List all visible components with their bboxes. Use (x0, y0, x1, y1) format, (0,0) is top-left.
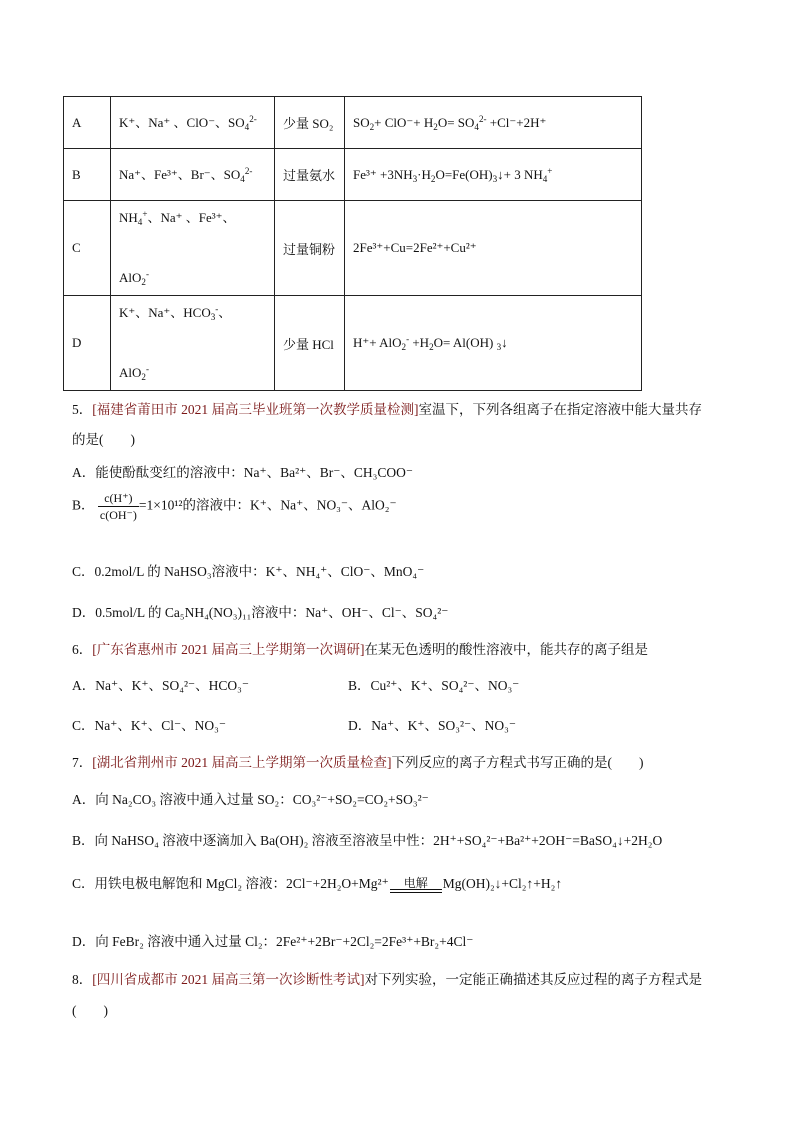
fraction-numerator: c(H⁺) (98, 490, 139, 507)
row-equation: $SO_2+ ClO^-+ H_2O= SO_4^{2-} +Cl^-+2H^+$ (345, 97, 642, 149)
row-letter: D (64, 296, 111, 391)
condition-label: 电解 (403, 875, 428, 890)
q6-option-d: D．Na⁺、K⁺、SO₃²⁻、NO₃⁻ (348, 718, 516, 733)
question-8-stem-cont: ( ) (72, 1003, 108, 1018)
table-row (64, 201, 642, 296)
table-row (64, 296, 642, 391)
row-reagent: 过量氨水 (275, 149, 345, 201)
row-reagent: 过量铜粉 (275, 201, 345, 296)
question-source: [四川省成都市 2021 届高三第一次诊断性考试] (92, 972, 365, 987)
q7-option-c (72, 872, 562, 893)
q7-option-b: B．向 NaHSO₄ 溶液中逐滴加入 Ba(OH)₂ 溶液至溶液呈中性：2H⁺+SO₄²⁻+Ba²⁺+2OH⁻=BaSO₄↓+2H₂O (72, 833, 663, 848)
question-number: 6． (72, 642, 93, 657)
q5-option-b (72, 490, 397, 523)
option-text-rest: Mg(OH)₂↓+Cl₂↑+H₂↑ (442, 876, 563, 891)
row-equation: 2Fe³⁺+Cu=2Fe²⁺+Cu²⁺ (345, 201, 642, 296)
q6-option-b: B．Cu²⁺、K⁺、SO₄²⁻、NO₃⁻ (348, 678, 520, 693)
row-ions: K⁺、Na⁺、$HCO_3^-$、 AlO$_2$- (111, 296, 275, 391)
row-equation: $H^++ AlO_2^- +H_2O= Al(OH)$ $_3$↓ (345, 296, 642, 391)
table-row (64, 97, 642, 149)
question-6-stem (72, 638, 648, 658)
row-letter: C (64, 201, 111, 296)
question-text: 室温下，下列各组离子在指定溶液中能大量共存 (418, 402, 702, 417)
question-source: [福建省莆田市 2021 届高三毕业班第一次教学质量检测] (92, 402, 419, 417)
question-number: 5． (72, 402, 93, 417)
question-5-stem-cont: 的是( ) (72, 432, 135, 447)
question-number: 7． (72, 755, 93, 770)
concentration-ratio (98, 490, 139, 523)
row-ions: K⁺、Na⁺ 、ClO⁻、$SO_4^{2-}$ (111, 97, 275, 149)
option-text: C．用铁电极电解饱和 MgCl₂ 溶液：2Cl⁻+2H₂O+Mg²⁺ (72, 876, 389, 891)
question-number: 8． (72, 972, 93, 987)
q5-option-c: C．0.2mol/L 的 NaHSO₃溶液中：K⁺、NH₄⁺、ClO⁻、MnO₄⁻ (72, 564, 425, 579)
question-text: 在某无色透明的酸性溶液中，能共存的离子组是 (364, 642, 648, 657)
row-ions: $NH_4^+$、Na⁺ 、Fe³⁺、 AlO$_2$- (111, 201, 275, 296)
row-letter: B (64, 149, 111, 201)
question-8-stem (72, 968, 702, 988)
table-row (64, 149, 642, 201)
question-5-stem (72, 398, 702, 418)
question-text: 下列反应的离子方程式书写正确的是( ) (391, 755, 644, 770)
option-label: B． (72, 497, 95, 513)
q6-option-a: A．Na⁺、K⁺、SO₄²⁻、HCO₃⁻ (72, 678, 249, 693)
q5-option-d: D．0.5mol/L 的 Ca₅NH₄(NO₃)₁₁溶液中：Na⁺、OH⁻、Cl⁻、SO₄²⁻ (72, 605, 449, 620)
row-ions: Na⁺、Fe³⁺、Br⁻、$SO_4^{2-}$ (111, 149, 275, 201)
row-reagent: 少量 HCl (275, 296, 345, 391)
q7-option-d: D．向 FeBr₂ 溶液中通入过量 Cl₂：2Fe²⁺+2Br⁻+2Cl₂=2Fe³⁺+Br₂+4Cl⁻ (72, 934, 474, 949)
option-text: =1×10¹²的溶液中：K⁺、Na⁺、NO₃⁻、AlO₂⁻ (138, 497, 397, 513)
question-7-stem (72, 751, 644, 771)
q7-option-a: A．向 Na₂CO₃ 溶液中通入过量 SO₂：CO₃²⁻+SO₂=CO₂+SO₃²⁻ (72, 792, 429, 807)
options-table (63, 96, 642, 391)
row-letter: A (64, 97, 111, 149)
row-equation: $Fe^{3+} +3NH_3\cdot H_2O=Fe(OH)_3↓+ 3$ $NH_4^+$ (345, 149, 642, 201)
electrolysis-condition (390, 877, 442, 893)
question-source: [湖北省荆州市 2021 届高三上学期第一次质量检查] (92, 755, 392, 770)
q6-option-c: C．Na⁺、K⁺、Cl⁻、NO₃⁻ (72, 718, 226, 733)
question-text: 对下列实验，一定能正确描述其反应过程的离子方程式是 (364, 972, 702, 987)
fraction-denominator: c(OH⁻) (99, 508, 137, 522)
question-source: [广东省惠州市 2021 届高三上学期第一次调研] (92, 642, 365, 657)
row-reagent: 少量 SO₂ (275, 97, 345, 149)
q5-option-a: A．能使酚酞变红的溶液中：Na⁺、Ba²⁺、Br⁻、CH₃COO⁻ (72, 465, 413, 480)
